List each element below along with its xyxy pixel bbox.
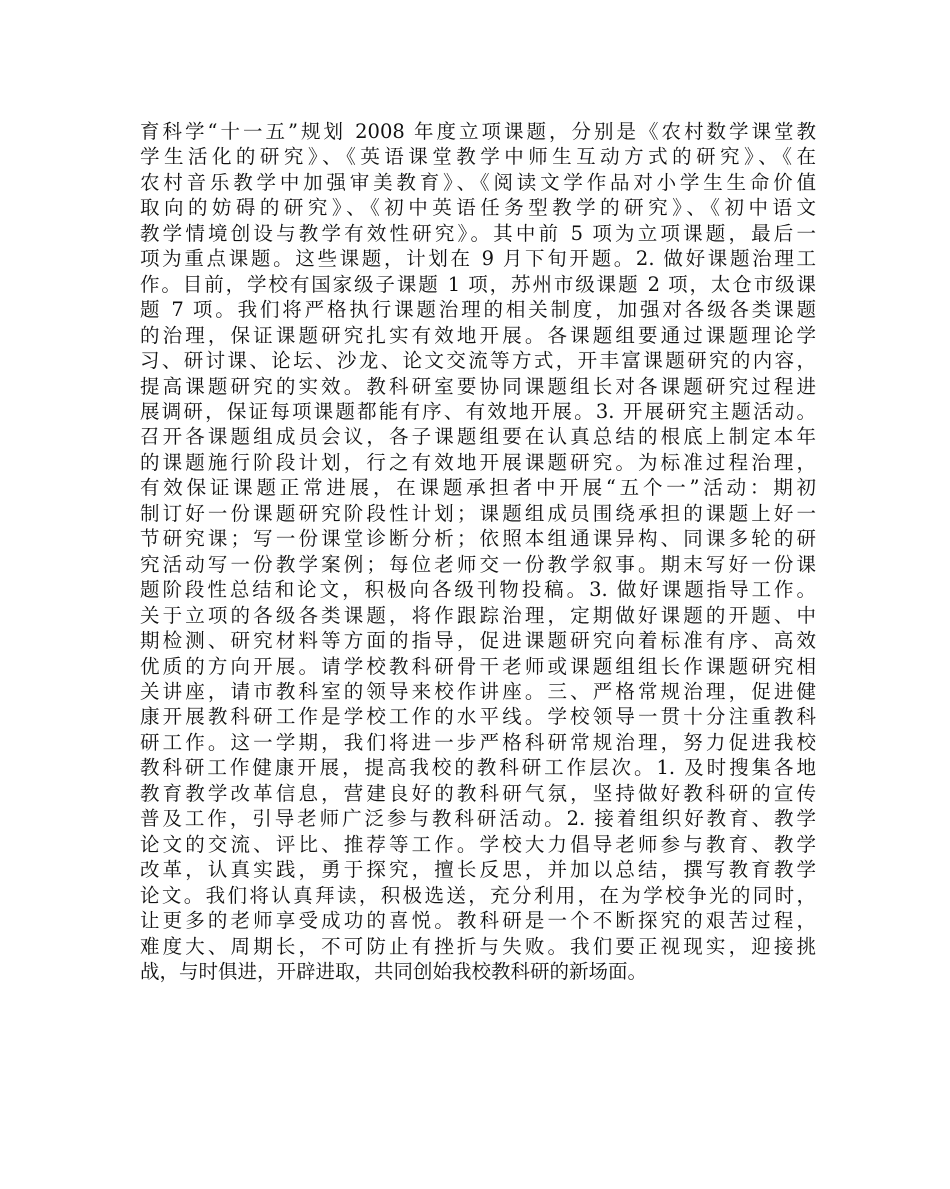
text-line: 普及工作，引导老师广泛参与教科研活动。2. 接着组织好教育、教学 [140,807,816,831]
text-line: 展调研，保证每项课题都能有序、有效地开展。3. 开展研究主题活动。 [140,399,816,423]
text-line: 究活动写一份教学案例；每位老师交一份教学叙事。期末写好一份课 [140,552,816,576]
text-line: 农村音乐教学中加强审美教育》、《阅读文学作品对小学生生命价值 [140,170,816,194]
text-line: 作。目前，学校有国家级子课题 1 项，苏州市级课题 2 项，太仓市级课 [140,272,816,296]
text-line: 有效保证课题正常进展，在课题承担者中开展“五个一”活动：期初 [140,476,816,500]
text-line: 优质的方向开展。请学校教科研骨干老师或课题组组长作课题研究相 [140,654,816,678]
text-line: 项为重点课题。这些课题，计划在 9 月下旬开题。2. 做好课题治理工 [140,247,816,271]
text-line: 改革，认真实践，勇于探究，擅长反思，并加以总结，撰写教育教学 [140,858,816,882]
text-line: 难度大、周期长，不可防止有挫折与失败。我们要正视现实，迎接挑 [140,934,816,958]
text-line: 研工作。这一学期，我们将进一步严格科研常规治理，努力促进我校 [140,730,816,754]
text-line: 提高课题研究的实效。教科研室要协同课题组长对各课题研究过程进 [140,374,816,398]
text-line: 关于立项的各级各类课题，将作跟踪治理，定期做好课题的开题、中 [140,603,816,627]
text-line: 题 7 项。我们将严格执行课题治理的相关制度，加强对各级各类课题 [140,298,816,322]
body-paragraph [140,119,816,984]
text-line: 战，与时俱进，开辟进取，共同创始我校教科研的新场面。 [140,959,648,983]
text-line: 关讲座，请市教科室的领导来校作讲座。三、严格常规治理，促进健 [140,679,816,703]
text-line: 论文的交流、评比、推荐等工作。学校大力倡导老师参与教育、教学 [140,832,816,856]
text-line: 教育教学改革信息，营建良好的教科研气氛，坚持做好教科研的宣传 [140,781,816,805]
text-line: 论文。我们将认真拜读，积极选送，充分利用，在为学校争光的同时， [140,883,816,907]
text-line: 制订好一份课题研究阶段性计划；课题组成员围绕承担的课题上好一 [140,501,816,525]
text-line: 取向的妨碍的研究》、《初中英语任务型教学的研究》、《初中语文 [140,196,816,220]
text-line: 节研究课；写一份课堂诊断分析；依照本组通课异构、同课多轮的研 [140,527,816,551]
text-line: 的治理，保证课题研究扎实有效地开展。各课题组要通过课题理论学 [140,323,816,347]
text-line: 教科研工作健康开展，提高我校的教科研工作层次。1. 及时搜集各地 [140,756,816,780]
text-line: 的课题施行阶段计划，行之有效地开展课题研究。为标准过程治理， [140,450,816,474]
text-line: 习、研讨课、论坛、沙龙、论文交流等方式，开丰富课题研究的内容， [140,349,816,373]
text-line: 康开展教科研工作是学校工作的水平线。学校领导一贯十分注重教科 [140,705,816,729]
text-line: 召开各课题组成员会议，各子课题组要在认真总结的根底上制定本年 [140,425,816,449]
text-line: 题阶段性总结和论文，积极向各级刊物投稿。3. 做好课题指导工作。 [140,578,816,602]
text-line: 期检测、研究材料等方面的指导，促进课题研究向着标准有序、高效 [140,629,816,653]
text-line: 让更多的老师享受成功的喜悦。教科研是一个不断探究的艰苦过程， [140,909,816,933]
text-line: 教学情境创设与教学有效性研究》。其中前 5 项为立项课题，最后一 [140,221,816,245]
text-line: 育科学“十一五”规划 2008 年度立项课题，分别是《农村数学课堂教 [140,120,816,143]
text-line: 学生活化的研究》、《英语课堂教学中师生互动方式的研究》、《在 [140,145,816,169]
